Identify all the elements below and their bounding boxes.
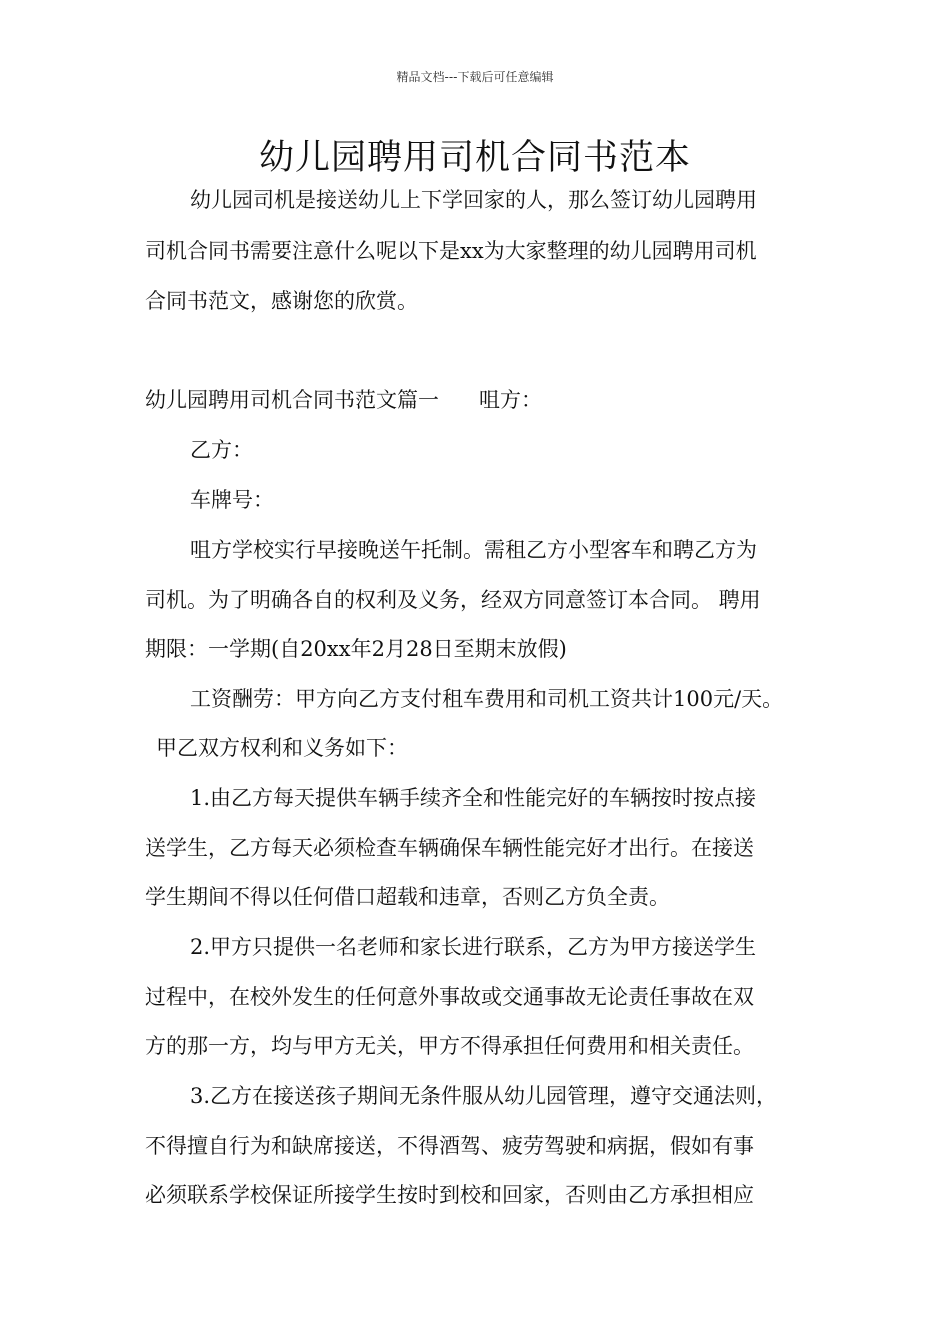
body-line: 工资酬劳：甲方向乙方支付租车费用和司机工资共计100元/天。 bbox=[190, 687, 784, 711]
intro-line: 幼儿园司机是接送幼儿上下学回家的人，那么签订幼儿园聘用 bbox=[190, 188, 757, 212]
body-line: 咀方学校实行早接晚送午托制。需租乙方小型客车和聘乙方为 bbox=[190, 538, 757, 562]
document-title: 幼儿园聘用司机合同书范本 bbox=[258, 138, 691, 178]
header-note: 精品文档---下载后可任意编辑 bbox=[396, 70, 554, 84]
body-line: 期限：一学期(自20xx年2月28日至期末放假) bbox=[145, 637, 567, 661]
body-line: 甲乙双方权利和义务如下： bbox=[156, 736, 408, 760]
body-line: 方的那一方，均与甲方无关，甲方不得承担任何费用和相关责任。 bbox=[145, 1034, 754, 1058]
party-b-label: 乙方： bbox=[190, 438, 253, 462]
body-line: 1.由乙方每天提供车辆手续齐全和性能完好的车辆按时按点接 bbox=[190, 786, 757, 810]
body-line: 送学生，乙方每天必须检查车辆确保车辆性能完好才出行。在接送 bbox=[145, 836, 754, 860]
body-line: 2.甲方只提供一名老师和家长进行联系，乙方为甲方接送学生 bbox=[190, 935, 757, 959]
body-line: 学生期间不得以任何借口超载和违章，否则乙方负全责。 bbox=[145, 885, 670, 909]
body-line: 司机。为了明确各自的权利及义务，经双方同意签订本合同。 聘用 bbox=[145, 588, 761, 612]
intro-line: 司机合同书需要注意什么呢以下是xx为大家整理的幼儿园聘用司机 bbox=[145, 239, 757, 263]
body-line: 不得擅自行为和缺席接送，不得酒驾、疲劳驾驶和病据，假如有事 bbox=[145, 1134, 754, 1158]
body-line: 必须联系学校保证所接学生按时到校和回家，否则由乙方承担相应 bbox=[145, 1183, 754, 1207]
body-line: 3.乙方在接送孩子期间无条件服从幼儿园管理，遵守交通法则， bbox=[190, 1084, 778, 1108]
body-line: 过程中，在校外发生的任何意外事故或交通事故无论责任事故在双 bbox=[145, 985, 754, 1009]
plate-number-label: 车牌号： bbox=[190, 488, 274, 512]
section-heading: 幼儿园聘用司机合同书范文篇一 咀方： bbox=[145, 388, 543, 412]
intro-line: 合同书范文，感谢您的欣赏。 bbox=[145, 289, 418, 313]
